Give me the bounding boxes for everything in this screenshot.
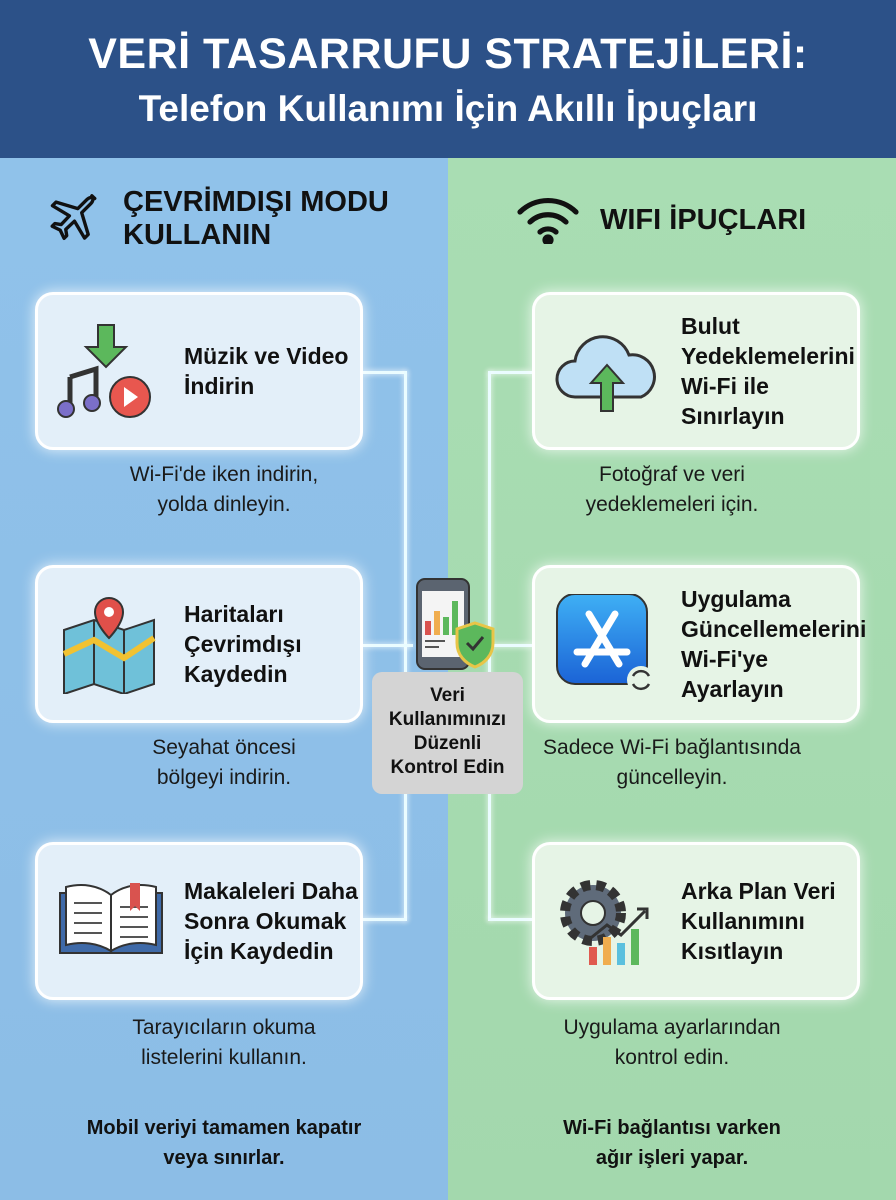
card-description: Tarayıcıların okuma listelerini kullanın.	[132, 1016, 316, 1069]
card-offline-maps	[35, 565, 363, 723]
card-description: Wi-Fi'de iken indirin, yolda dinleyin.	[129, 463, 319, 516]
wifi-icon	[516, 196, 580, 244]
card-label: Müzik ve Video İndirin	[184, 343, 349, 399]
card-download-media	[35, 292, 363, 450]
music-download-icon	[56, 321, 166, 421]
phone-shield-icon	[413, 577, 497, 673]
right-section-title: WIFI İPUÇLARI	[600, 204, 807, 236]
card-background-data	[532, 842, 860, 1000]
page-title: VERİ TASARRUFU STRATEJİLERİ:	[88, 30, 808, 78]
offline-map-icon	[56, 594, 166, 694]
cloud-upload-icon	[553, 321, 663, 421]
book-icon	[56, 871, 166, 971]
left-section-title-2: KULLANIN	[123, 219, 272, 251]
card-label: Arka Plan Veri Kullanımını Kısıtlayın	[681, 878, 836, 964]
card-label: Uygulama Güncellemelerini Wi-Fi'ye Ayarlayın	[681, 586, 867, 702]
card-app-updates	[532, 565, 867, 723]
page-subtitle: Telefon Kullanımı İçin Akıllı İpuçları	[138, 88, 758, 129]
gear-chart-icon	[553, 871, 663, 971]
card-label: Bulut Yedeklemelerini Wi-Fi ile Sınırlayın	[681, 313, 855, 429]
left-section-title-1: ÇEVRİMDIŞI MODU	[123, 186, 389, 218]
card-cloud-backup	[532, 292, 860, 450]
app-store-icon	[553, 594, 663, 694]
header	[0, 0, 896, 158]
airplane-icon	[44, 188, 102, 250]
card-save-articles	[35, 842, 363, 1000]
center-check-usage-box: Veri Kullanımınızı Düzenli Kontrol Edin	[372, 672, 523, 794]
card-description: Uygulama ayarlarından kontrol edin.	[563, 1016, 781, 1069]
card-description: Sadece Wi-Fi bağlantısında güncelleyin.	[543, 736, 801, 789]
card-label: Haritaları Çevrimdışı Kaydedin	[184, 601, 302, 687]
card-description: Seyahat öncesi bölgeyi indirin.	[152, 736, 296, 789]
right-footer: Wi-Fi bağlantısı varken ağır işleri yapar.	[563, 1117, 781, 1169]
card-description: Fotoğraf ve veri yedeklemeleri için.	[585, 463, 759, 516]
card-label: Makaleleri Daha Sonra Okumak İçin Kaydedin	[184, 878, 358, 964]
left-footer: Mobil veriyi tamamen kapatır veya sınırlar.	[86, 1117, 362, 1169]
